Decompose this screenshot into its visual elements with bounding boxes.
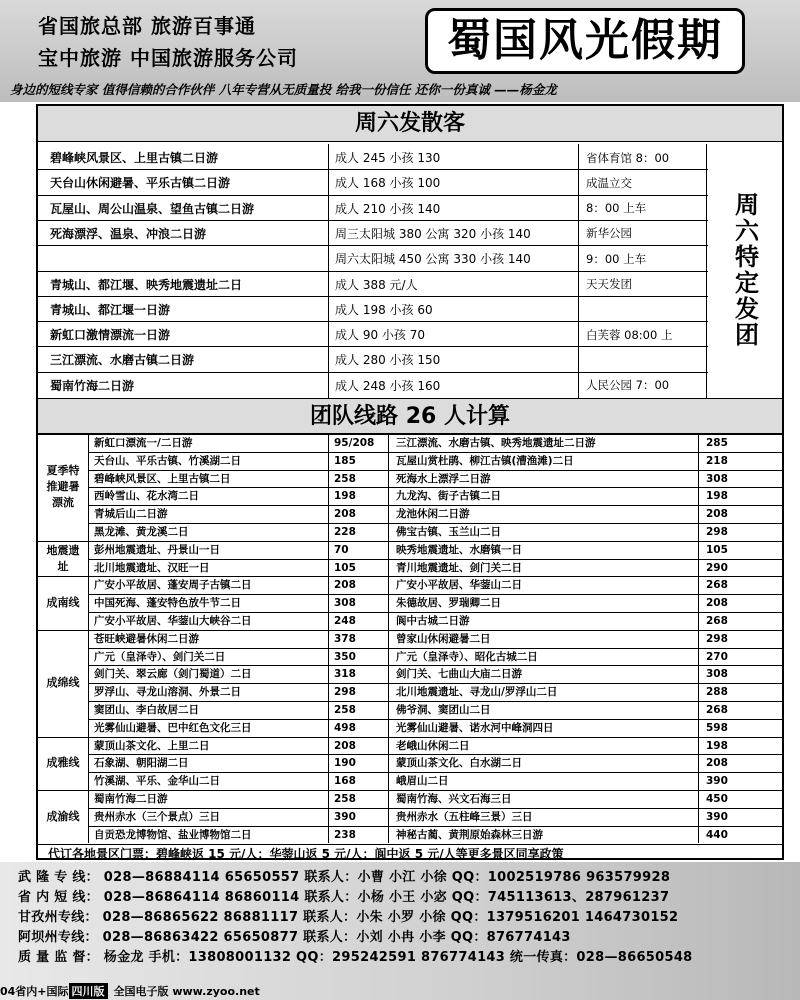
group-ap: 258 — [334, 793, 356, 805]
saturday-price: 成人 245 小孩 130 — [335, 151, 441, 165]
group-ap: 248 — [334, 615, 356, 627]
saturday-title: 周六发散客 — [38, 106, 782, 142]
saturday-price: 成人 210 小孩 140 — [335, 201, 441, 216]
group-ap: 350 — [334, 650, 356, 663]
saturday-price: 成人 280 小孩 150 — [335, 353, 441, 368]
group-ap: 258 — [334, 704, 356, 716]
footer-tag: 四川版 — [69, 983, 108, 999]
group-ap: 318 — [334, 668, 356, 681]
group-ap: 105 — [334, 561, 356, 574]
saturday-route: 死海漂浮、温泉、冲浪二日游 — [50, 226, 207, 241]
saturday-route: 青城山、都江堰、映秀地震遗址二日 — [50, 277, 243, 292]
group-ap: 185 — [334, 454, 356, 467]
saturday-price: 成人 388 元/人 — [335, 277, 418, 292]
group-bp: 268 — [706, 704, 728, 716]
contacts-panel — [0, 862, 800, 1000]
saturday-price: 成人 168 小孩 100 — [335, 176, 441, 191]
group-category: 成南线 — [46, 596, 80, 610]
group-b: 神秘古蔺、黄荆原始森林三日游 — [396, 828, 543, 841]
group-category: 地震遗址 — [46, 543, 80, 573]
group-b: 死海水上漂浮二日游 — [396, 472, 491, 485]
footer-right: 全国电子版 www.zyoo.net — [113, 985, 260, 998]
group-bp: 268 — [706, 579, 728, 592]
group-b: 龙池休闲二日游 — [396, 508, 470, 521]
group-bp: 208 — [706, 757, 728, 770]
saturday-depart: 人民公园 7：00 — [586, 378, 670, 393]
saturday-price: 周六太阳城 450 公寓 330 小孩 140 — [335, 252, 531, 267]
group-a: 竹溪湖、平乐、金华山二日 — [94, 775, 220, 788]
group-bp: 268 — [706, 615, 728, 627]
group-bp: 298 — [706, 632, 728, 645]
group-b: 佛爷洞、窦团山二日 — [396, 704, 491, 716]
group-a: 新虹口漂流一/二日游 — [94, 437, 193, 449]
saturday-depart: 成温立交 — [586, 175, 632, 190]
saturday-route: 碧峰峡风景区、上里古镇二日游 — [50, 151, 219, 165]
group-b: 三江漂流、水磨古镇、映秀地震遗址二日游 — [396, 437, 596, 449]
group-bp: 208 — [706, 597, 728, 610]
group-a: 北川地震遗址、汉旺一日 — [94, 561, 210, 574]
contact-line: 阿坝州专线： 028—86863422 65650877 联系人：小刘 小冉 小李 QQ：876774143 — [18, 930, 571, 945]
saturday-route: 三江漂流、水磨古镇二日游 — [50, 353, 195, 368]
group-b: 蒙顶山茶文化、白水湖二日 — [396, 757, 522, 770]
group-a: 窦团山、李白故居二日 — [94, 704, 199, 716]
saturday-price: 周三太阳城 380 公寓 320 小孩 140 — [335, 226, 531, 241]
group-b: 剑门关、七曲山大庙二日游 — [396, 668, 522, 681]
group-category: 成渝线 — [46, 809, 80, 823]
saturday-row — [38, 296, 708, 323]
group-a: 广安小平故居、蓬安周子古镇二日 — [94, 579, 252, 592]
saturday-route: 新虹口激情漂流一日游 — [50, 328, 171, 343]
group-category: 成雅线 — [46, 756, 80, 770]
group-ap: 258 — [334, 472, 356, 485]
group-ap: 208 — [334, 579, 356, 592]
group-a: 青城后山二日游 — [94, 508, 168, 521]
group-bp: 208 — [706, 508, 728, 521]
group-ap: 390 — [334, 810, 356, 823]
saturday-side-label: 周六特定发团 — [730, 192, 759, 348]
contact-line: 质 量 监 督： 杨金龙 手机：13808001132 QQ：295242591 876774143 统一传真：028—86650548 — [18, 950, 693, 965]
footer-left: 04省内+国际 — [0, 985, 69, 998]
saturday-row — [38, 245, 708, 272]
group-bp: 390 — [706, 810, 728, 823]
group-bp: 390 — [706, 775, 728, 788]
group-bp: 290 — [706, 561, 728, 574]
group-b: 老峨山休闲二日 — [396, 739, 470, 752]
group-b: 映秀地震遗址、水磨镇一日 — [396, 543, 522, 556]
group-bp: 105 — [706, 543, 728, 556]
group-ap: 378 — [334, 632, 356, 645]
group-b: 曾家山休闲避暑二日 — [396, 632, 491, 645]
group-bp: 298 — [706, 526, 728, 538]
main-table — [36, 104, 784, 860]
group-a: 天台山、平乐古镇、竹溪湖二日 — [94, 454, 241, 467]
saturday-depart: 8：00 上车 — [586, 201, 647, 216]
saturday-row — [38, 346, 708, 373]
group-b: 贵州赤水（五柱峰三景）三日 — [396, 810, 533, 823]
group-bp: 598 — [706, 721, 728, 734]
contact-line: 武 隆 专 线： 028—86884114 65650557 联系人：小曹 小江 小徐 QQ：1002519786 963579928 — [18, 870, 671, 885]
saturday-price: 成人 198 小孩 60 — [335, 302, 433, 317]
group-b: 北川地震遗址、寻龙山/罗浮山二日 — [396, 686, 558, 699]
brand-logo: 蜀国风光假期 — [425, 8, 745, 74]
group-a: 蜀南竹海二日游 — [94, 793, 168, 805]
group-b: 阆中古城二日游 — [396, 615, 470, 627]
group-bp: 308 — [706, 472, 728, 485]
group-ap: 190 — [334, 757, 356, 770]
group-bp: 198 — [706, 739, 728, 752]
group-a: 光雾仙山避暑、巴中红色文化三日 — [94, 721, 252, 734]
saturday-row — [38, 144, 708, 171]
group-a: 中国死海、蓬安特色放牛节二日 — [94, 597, 241, 610]
group-a: 广安小平故居、华蓥山大峡谷二日 — [94, 615, 252, 627]
group-a: 黑龙滩、黄龙溪二日 — [94, 526, 189, 538]
group-ap: 70 — [334, 543, 349, 556]
group-a: 自贡恐龙博物馆、盐业博物馆二日 — [94, 828, 252, 841]
group-a: 蒙顶山茶文化、上里二日 — [94, 739, 210, 752]
saturday-row — [38, 195, 708, 222]
saturday-row — [38, 321, 708, 348]
group-bp: 218 — [706, 454, 728, 467]
group-a: 罗浮山、寻龙山溶洞、外景二日 — [94, 686, 241, 699]
group-ap: 95/208 — [334, 437, 375, 449]
group-ap: 168 — [334, 775, 356, 788]
saturday-row — [38, 169, 708, 196]
header-line1: 省国旅总部 旅游百事通 — [38, 14, 256, 38]
group-bp: 288 — [706, 686, 728, 699]
saturday-depart: 新华公园 — [586, 226, 632, 241]
saturday-depart: 省体育馆 8：00 — [586, 150, 670, 165]
header-banner — [0, 0, 800, 102]
group-bp: 440 — [706, 828, 728, 841]
header-line2: 宝中旅游 中国旅游服务公司 — [38, 46, 298, 70]
saturday-route: 蜀南竹海二日游 — [50, 378, 135, 393]
group-category: 成绵线 — [46, 676, 80, 690]
saturday-depart: 天天发团 — [586, 277, 632, 291]
saturday-price: 成人 90 小孩 70 — [335, 328, 425, 343]
group-footnote: 代订各地景区门票：碧峰峡返 15 元/人；华蓥山返 5 元/人；阆中返 5 元/人等更多景区同享政策 — [48, 847, 564, 861]
slogan: 身边的短线专家 值得信赖的合作伙伴 八年专营从无质量投 给我一份信任 还你一份真诚 ——杨金龙 — [10, 82, 557, 97]
contact-line: 省 内 短 线： 028—86864114 86860114 联系人：小杨 小王 小宓 QQ：745113613、287961237 — [18, 890, 670, 905]
group-b: 佛宝古镇、玉兰山二日 — [396, 526, 501, 538]
saturday-depart: 白芙蓉 08:00 上 — [586, 327, 673, 342]
group-bp: 270 — [706, 650, 728, 663]
group-a: 碧峰峡风景区、上里古镇二日 — [94, 472, 231, 485]
saturday-price: 成人 248 小孩 160 — [335, 378, 441, 393]
group-bp: 285 — [706, 437, 728, 449]
saturday-row — [38, 372, 708, 399]
group-ap: 238 — [334, 828, 356, 841]
saturday-route: 天台山休闲避暑、平乐古镇二日游 — [50, 176, 231, 191]
group-b: 朱德故居、罗瑞卿二日 — [396, 597, 501, 610]
saturday-route: 青城山、都江堰一日游 — [50, 302, 171, 317]
saturday-route: 瓦屋山、周公山温泉、望鱼古镇二日游 — [50, 201, 255, 216]
group-a: 苍旺峡避暑休闲二日游 — [94, 632, 199, 645]
group-bp: 308 — [706, 668, 728, 681]
group-category: 夏季特推避暑漂流 — [46, 464, 80, 510]
group-b: 青川地震遗址、剑门关二日 — [396, 561, 522, 574]
group-a: 贵州赤水（三个景点）三日 — [94, 810, 220, 823]
group-a: 剑门关、翠云廊（剑门蜀道）二日 — [94, 668, 252, 681]
group-b: 瓦屋山赏杜鹃、柳江古镇(漕渔滩)二日 — [396, 454, 574, 467]
group-b: 光雾仙山避暑、诺水河中峰洞四日 — [396, 721, 554, 734]
contact-line: 甘孜州专线： 028—86865622 86881117 联系人：小朱 小罗 小徐 QQ：1379516201 1464730152 — [18, 910, 679, 925]
group-ap: 298 — [334, 686, 356, 699]
group-ap: 208 — [334, 739, 356, 752]
group-title: 团队线路 26 人计算 — [38, 398, 782, 434]
group-b: 九龙沟、街子古镇二日 — [396, 490, 501, 503]
group-ap: 198 — [334, 490, 356, 503]
group-a: 西岭雪山、花水湾二日 — [94, 490, 199, 503]
footer — [0, 982, 380, 1000]
group-ap: 208 — [334, 508, 356, 521]
group-bp: 198 — [706, 490, 728, 503]
saturday-row — [38, 220, 708, 247]
group-bp: 450 — [706, 793, 728, 805]
group-b: 峨眉山二日 — [396, 775, 449, 788]
saturday-row — [38, 271, 708, 298]
group-b: 蜀南竹海、兴文石海三日 — [396, 793, 512, 805]
group-a: 石象湖、朝阳湖二日 — [94, 757, 189, 770]
saturday-depart: 9：00 上车 — [586, 251, 647, 266]
group-ap: 498 — [334, 721, 356, 734]
group-ap: 228 — [334, 526, 356, 538]
group-a: 广元（皇泽寺）、剑门关二日 — [94, 650, 226, 663]
group-ap: 308 — [334, 597, 356, 610]
group-b: 广安小平故居、华蓥山二日 — [396, 579, 522, 592]
group-a: 彭州地震遗址、丹景山一日 — [94, 543, 220, 556]
group-b: 广元（皇泽寺）、昭化古城二日 — [396, 650, 538, 663]
